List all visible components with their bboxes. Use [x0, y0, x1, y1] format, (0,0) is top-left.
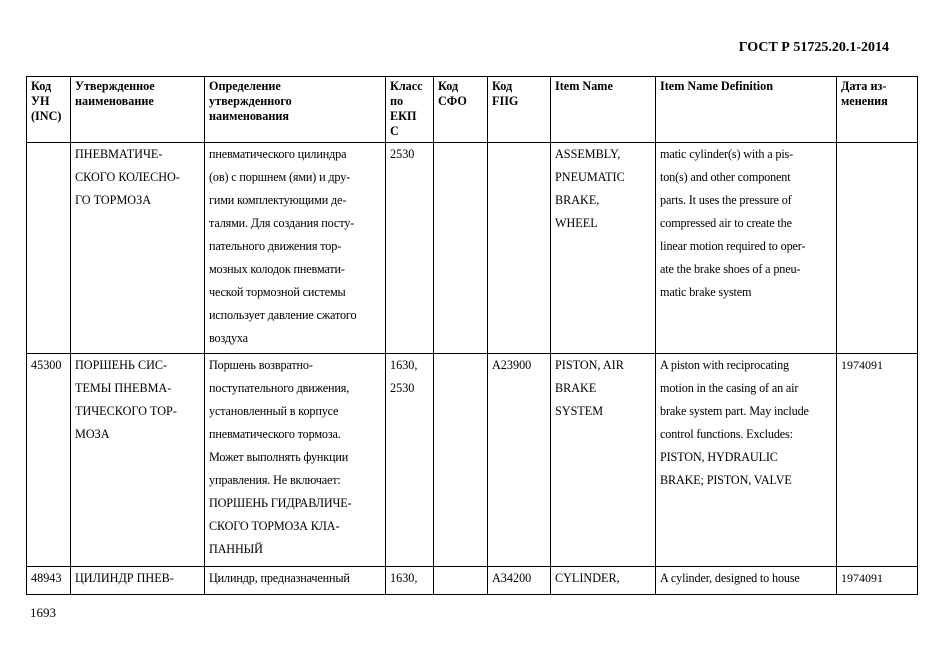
- cell-text-line: ПНЕВМАТИЧЕ-: [75, 147, 163, 161]
- cell-text-line: parts. It uses the pressure of: [660, 193, 792, 207]
- cell-text-line: ate the brake shoes of a pneu-: [660, 262, 801, 276]
- cell-text-line: Дата из-: [841, 79, 887, 93]
- cell-text-line: воздуха: [209, 331, 248, 345]
- cell-text-line: A23900: [492, 358, 532, 372]
- cell-text-line: PNEUMATIC: [555, 170, 625, 184]
- cell-text-line: A piston with reciprocating: [660, 358, 789, 372]
- cell-change-date: [837, 354, 918, 567]
- cell-text-line: Цилиндр, предназначенный: [209, 571, 350, 585]
- table-header-row: [27, 77, 918, 143]
- cell-class-ekps: [386, 143, 434, 354]
- cell-text-line: СКОГО ТОРМОЗА КЛА-: [209, 519, 340, 533]
- cell-code-sfo: [434, 354, 488, 567]
- cell-item-name: [551, 354, 656, 567]
- cell-text-line: motion in the casing of an air: [660, 381, 799, 395]
- cell-text-line: WHEEL: [555, 216, 598, 230]
- cell-inc: [27, 143, 71, 354]
- cell-text-line: (INC): [31, 109, 62, 123]
- cell-text-line: Код: [492, 79, 513, 93]
- cell-text-line: наименование: [75, 94, 154, 108]
- cell-change-date: [837, 143, 918, 354]
- cell-text-line: 1974091: [841, 571, 883, 585]
- cell-text-line: 1630,: [390, 571, 418, 585]
- cell-text-line: ПАННЫЙ: [209, 542, 263, 556]
- cell-text-line: CYLINDER,: [555, 571, 620, 585]
- table-row: [27, 354, 918, 567]
- cell-text-line: СКОГО КОЛЕСНО-: [75, 170, 180, 184]
- cell-text-line: control functions. Excludes:: [660, 427, 793, 441]
- cell-item-name: [551, 567, 656, 595]
- cell-inc: [27, 354, 71, 567]
- cell-text-line: Item Name: [555, 79, 613, 93]
- cell-text-line: пательного движения тор-: [209, 239, 342, 253]
- cell-text-line: поступательного движения,: [209, 381, 350, 395]
- cell-text-line: linear motion required to oper-: [660, 239, 806, 253]
- cell-item-name-definition: [656, 143, 837, 354]
- cell-text-line: ПОРШЕНЬ ГИДРАВЛИЧЕ-: [209, 496, 352, 510]
- cell-text-line: Определение: [209, 79, 281, 93]
- cell-class-ekps: [386, 567, 434, 595]
- cell-text-line: ПОРШЕНЬ СИС-: [75, 358, 168, 372]
- cell-text-line: мозных колодок пневмати-: [209, 262, 345, 276]
- cell-text-line: СФО: [438, 94, 467, 108]
- header-definition: [205, 77, 386, 143]
- cell-text-line: утвержденного: [209, 94, 292, 108]
- cell-text-line: гими комплектующими де-: [209, 193, 347, 207]
- cell-code-sfo: [434, 143, 488, 354]
- cell-text-line: A cylinder, designed to house: [660, 571, 800, 585]
- cell-text-line: compressed air to create the: [660, 216, 792, 230]
- cell-text-line: 1974091: [841, 358, 883, 372]
- cell-text-line: BRAKE; PISTON, VALVE: [660, 473, 792, 487]
- page-number: 1693: [30, 605, 56, 620]
- cell-text-line: пневматического тормоза.: [209, 427, 341, 441]
- cell-item-name: [551, 143, 656, 354]
- header-item-name: [551, 77, 656, 143]
- cell-approved-name: [71, 354, 205, 567]
- cell-text-line: FIIG: [492, 94, 519, 108]
- cell-text-line: 2530: [390, 147, 415, 161]
- table-row: [27, 143, 918, 354]
- header-change-date: [837, 77, 918, 143]
- cell-text-line: 45300: [31, 358, 62, 372]
- cell-text-line: талями. Для создания посту-: [209, 216, 355, 230]
- cell-text-line: matic cylinder(s) with a pis-: [660, 147, 794, 161]
- cell-text-line: matic brake system: [660, 285, 752, 299]
- cell-code-fiig: [488, 354, 551, 567]
- document-standard-code: ГОСТ Р 51725.20.1-2014: [738, 40, 889, 55]
- cell-text-line: ТЕМЫ ПНЕВМА-: [75, 381, 172, 395]
- nomenclature-table: [26, 76, 918, 595]
- cell-text-line: 2530: [390, 381, 415, 395]
- cell-code-fiig: [488, 143, 551, 354]
- cell-text-line: Утвержденное: [75, 79, 155, 93]
- cell-text-line: ЕКП: [390, 109, 417, 123]
- cell-text-line: Item Name Definition: [660, 79, 774, 93]
- cell-definition: [205, 143, 386, 354]
- cell-text-line: пневматического цилиндра: [209, 147, 347, 161]
- header-class-ekps: [386, 77, 434, 143]
- cell-text-line: PISTON, AIR: [555, 358, 624, 372]
- cell-text-line: ТИЧЕСКОГО ТОР-: [75, 404, 177, 418]
- cell-inc: [27, 567, 71, 595]
- cell-text-line: управления. Не включает:: [209, 473, 341, 487]
- table-row: [27, 567, 918, 595]
- cell-text-line: 48943: [31, 571, 62, 585]
- cell-text-line: МОЗА: [75, 427, 110, 441]
- cell-code-fiig: [488, 567, 551, 595]
- cell-text-line: по: [390, 94, 404, 108]
- cell-approved-name: [71, 143, 205, 354]
- cell-text-line: установленный в корпусе: [209, 404, 339, 418]
- cell-text-line: ЦИЛИНДР ПНЕВ-: [75, 571, 174, 585]
- cell-approved-name: [71, 567, 205, 595]
- cell-text-line: ческой тормозной системы: [209, 285, 346, 299]
- cell-text-line: BRAKE: [555, 381, 597, 395]
- cell-code-sfo: [434, 567, 488, 595]
- cell-text-line: УН: [31, 94, 50, 108]
- cell-definition: [205, 567, 386, 595]
- cell-text-line: 1630,: [390, 358, 418, 372]
- cell-text-line: Поршень возвратно-: [209, 358, 313, 372]
- cell-change-date: [837, 567, 918, 595]
- cell-text-line: Код: [438, 79, 459, 93]
- cell-text-line: наименования: [209, 109, 289, 123]
- header-code-sfo: [434, 77, 488, 143]
- cell-definition: [205, 354, 386, 567]
- cell-text-line: BRAKE,: [555, 193, 600, 207]
- cell-item-name-definition: [656, 567, 837, 595]
- cell-text-line: A34200: [492, 571, 532, 585]
- cell-text-line: Код: [31, 79, 52, 93]
- cell-text-line: использует давление сжатого: [209, 308, 357, 322]
- cell-text-line: SYSTEM: [555, 404, 604, 418]
- header-inc: [27, 77, 71, 143]
- cell-class-ekps: [386, 354, 434, 567]
- cell-text-line: PISTON, HYDRAULIC: [660, 450, 778, 464]
- cell-item-name-definition: [656, 354, 837, 567]
- cell-text-line: С: [390, 124, 399, 138]
- header-code-fiig: [488, 77, 551, 143]
- cell-text-line: brake system part. May include: [660, 404, 809, 418]
- header-item-name-definition: [656, 77, 837, 143]
- cell-text-line: ASSEMBLY,: [555, 147, 621, 161]
- cell-text-line: Может выполнять функции: [209, 450, 349, 464]
- cell-text-line: Класс: [390, 79, 423, 93]
- header-approved-name: [71, 77, 205, 143]
- cell-text-line: ГО ТОРМОЗА: [75, 193, 151, 207]
- cell-text-line: менения: [841, 94, 888, 108]
- cell-text-line: ton(s) and other component: [660, 170, 791, 184]
- cell-text-line: (ов) с поршнем (ями) и дру-: [209, 170, 351, 184]
